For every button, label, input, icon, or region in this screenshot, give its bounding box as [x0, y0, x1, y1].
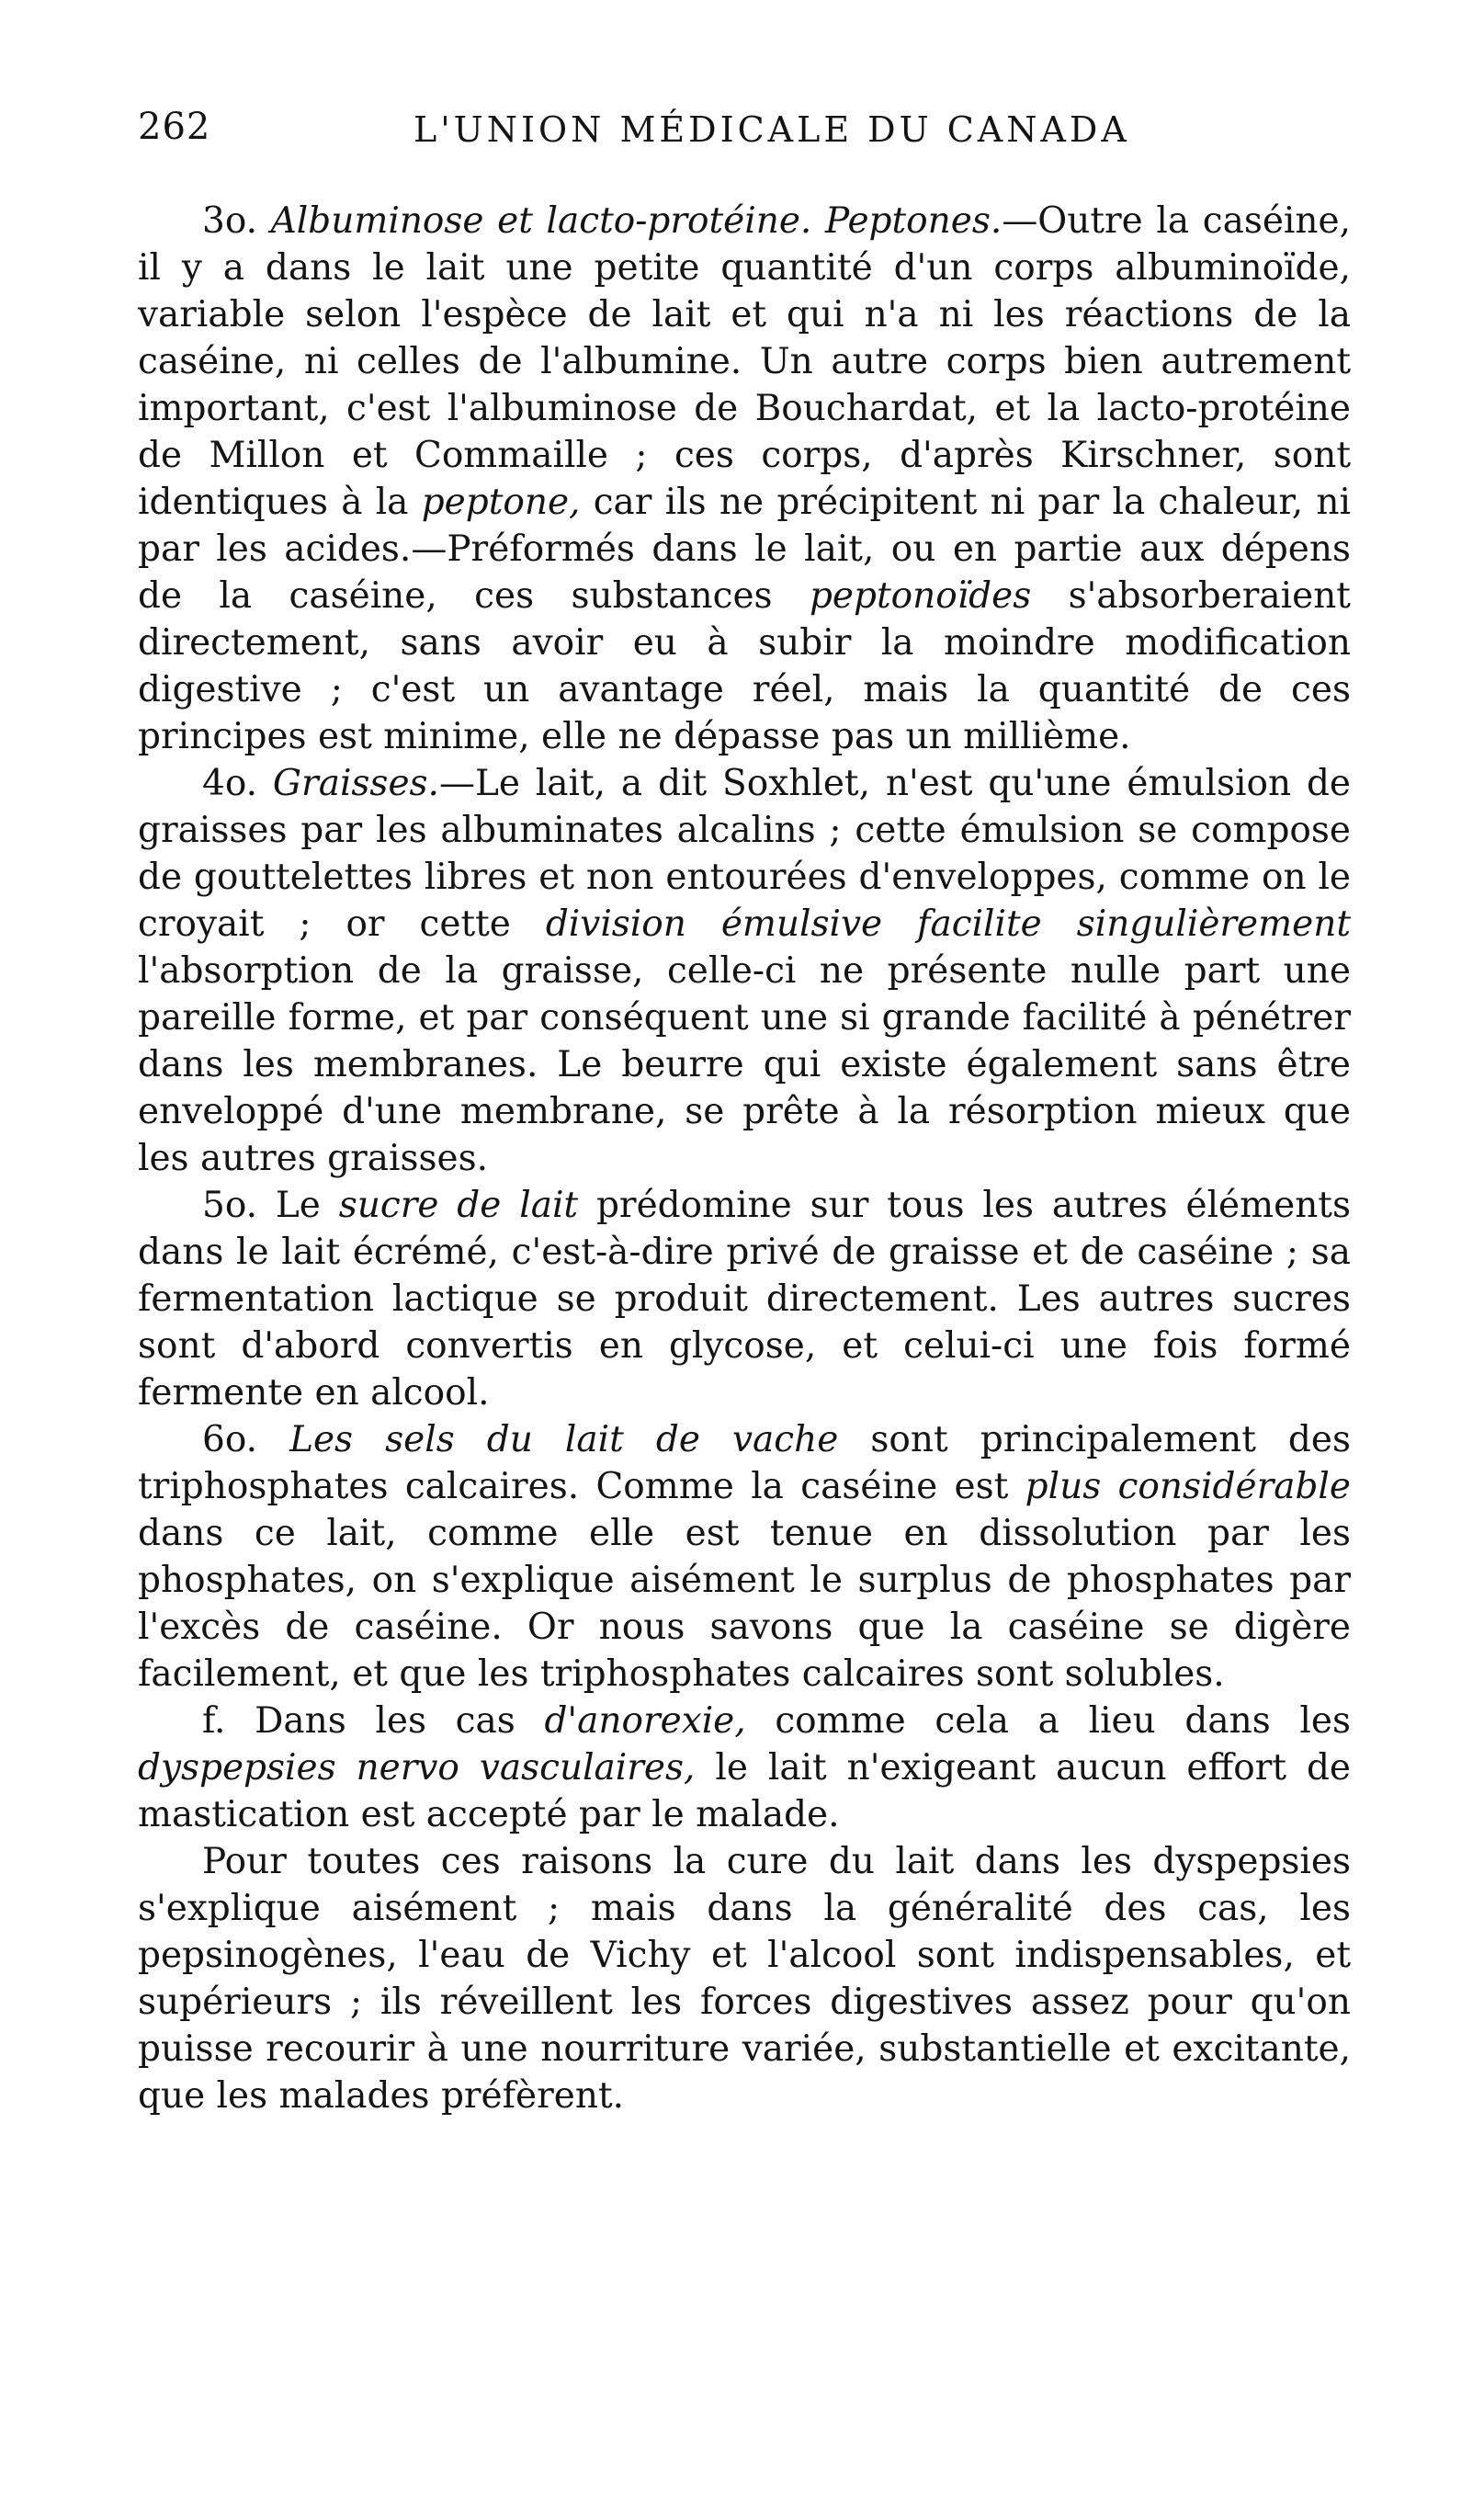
text-run: sont principalement des triphosphates calcaires. Comme la caséine est [138, 1419, 1351, 1507]
text-run: le lait n'exigeant aucun effort de mastication est accepté par le malade. [138, 1747, 1351, 1835]
italic-run: sucre de lait [338, 1185, 579, 1226]
text-run: 6o. [202, 1419, 290, 1460]
text-run: comme cela a lieu dans les [745, 1700, 1351, 1742]
italic-run: Graisses. [272, 763, 439, 804]
paragraph [138, 1838, 1351, 2119]
italic-run: Les sels du lait de vache [289, 1419, 839, 1460]
italic-run: dyspepsies nervo vasculaires, [138, 1747, 696, 1789]
italic-run: Albuminose et lacto-protéine. Peptones. [270, 200, 1003, 242]
document-page [138, 106, 1351, 2119]
running-head [138, 106, 1351, 170]
text-run: —Outre la caséine, il y a dans le lait une petite quantité d'un corps albuminoïde, variable selon l'espèce de lait et qui n'a ni les réactions de la caséine, ni celles de l'albumine. Un autre corps bien autrement important, c'est l'albuminose de Bouchardat, et la lacto-protéine de Millon et Commaille ; ces corps, d'après Kirschner, sont identiques à la [138, 200, 1351, 523]
text-run: Pour toutes ces raisons la cure du lait dans les dyspepsies s'explique aisément ; mais dans la généralité des cas, les pepsinogènes, l'eau de Vichy et l'alcool sont indispensables, et supérieurs ; ils réveillent les forces digestives assez pour qu'on puisse recourir à une nourriture variée, substantielle et excitante, que les malades préfèrent. [138, 1841, 1351, 2117]
paragraph [138, 1182, 1351, 1416]
text-run: f. Dans les cas [202, 1700, 545, 1742]
paragraph [138, 760, 1351, 1182]
paragraph [138, 198, 1351, 760]
page-number: 262 [138, 106, 211, 148]
italic-run: plus considérable [1025, 1466, 1351, 1507]
text-run: l'absorption de la graisse, celle-ci ne présente nulle part une pareille forme, et par conséquent une si grande facilité à pénétrer dans les membranes. Le beurre qui existe également sans être enveloppé d'une membrane, se prête à la résorption mieux que les autres graisses. [138, 950, 1351, 1179]
text-run: s'absorberaient directement, sans avoir eu à subir la moindre modification digestive ; c'est un avantage réel, mais la quantité de ces principes est minime, elle ne dépasse pas un millième. [138, 575, 1351, 757]
italic-run: division émulsive facilite singulièrement [545, 903, 1351, 945]
journal-title: L'UNION MÉDICALE DU CANADA [413, 109, 1130, 150]
paragraph [138, 1416, 1351, 1698]
text-run: prédomine sur tous les autres éléments dans le lait écrémé, c'est-à-dire privé de graisse et de caséine ; sa fermentation lactique se produit directement. Les autres sucres sont d'abord convertis en glycose, et celui-ci une fois formé fermente en alcool. [138, 1185, 1351, 1414]
text-run: 5o. Le [202, 1185, 339, 1226]
text-run: 3o. [202, 200, 271, 242]
italic-run: peptone, [421, 482, 581, 523]
paragraph [138, 1698, 1351, 1838]
italic-run: peptonoïdes [809, 575, 1032, 617]
italic-run: d'anorexie, [544, 1700, 746, 1742]
text-run: car ils ne précipitent ni par la chaleur, ni par les acides.—Préformés dans le lait, ou en partie aux dépens de la caséine, ces substances [138, 482, 1351, 617]
text-run: 4o. [202, 763, 273, 804]
body-text [138, 198, 1351, 2119]
text-run: dans ce lait, comme elle est tenue en dissolution par les phosphates, on s'explique aisément le surplus de phosphates par l'excès de caséine. Or nous savons que la caséine se digère facilement, et que les triphosphates calcaires sont solubles. [138, 1513, 1351, 1695]
text-run: —Le lait, a dit Soxhlet, n'est qu'une émulsion de graisses par les albuminates alcalins ; cette émulsion se compose de gouttelettes libres et non entourées d'enveloppes, comme on le croyait ; or cette [138, 763, 1351, 945]
